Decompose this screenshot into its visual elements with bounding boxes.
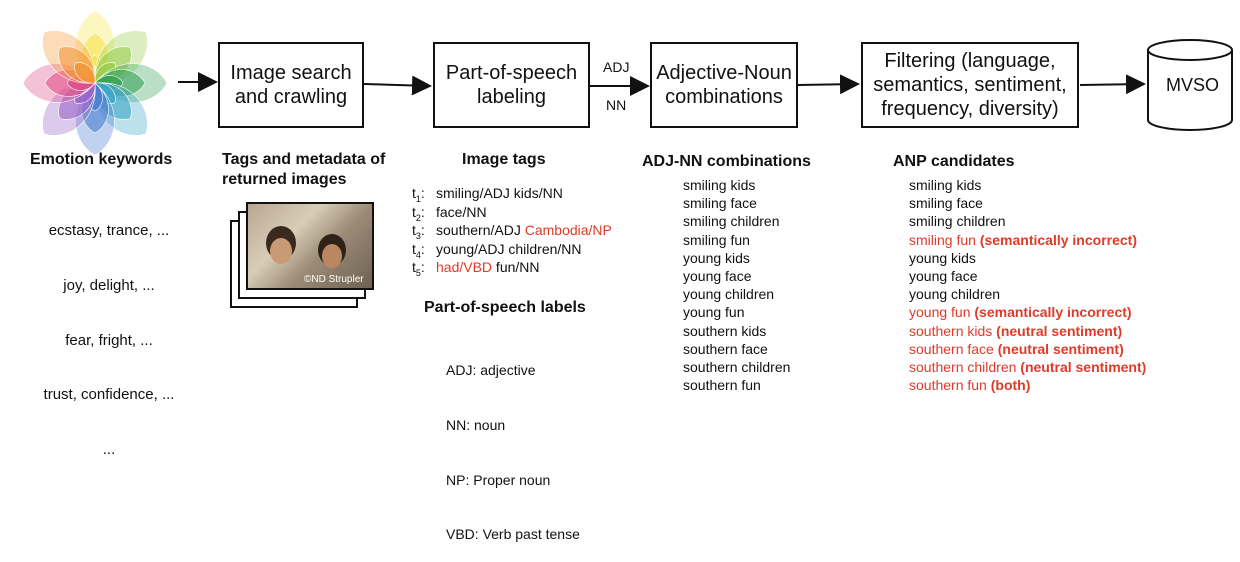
anp-list [909,176,1146,394]
adjective-noun-box: Adjective-Noun combinations [650,42,798,128]
anp-item: smiling face [909,195,983,212]
arrow-search-to-pos [364,84,430,86]
anp-reason: (neutral sentiment) [1020,359,1147,376]
tag-text: young/ADJ children/NN [436,240,582,257]
adjnn-item: young face [683,268,752,285]
tag-index: $t_1$: [412,185,425,204]
adjnn-item: southern face [683,340,768,357]
database-label: MVSO [1166,75,1220,95]
tag-index: $t_2$: [412,203,425,223]
anp-item: smiling fun (semantically incorrect) [909,231,1137,248]
tag-text: fun/NN [492,259,540,275]
returned-image-photo [246,202,374,290]
tag-index: $t_5$: [412,259,425,278]
anp-reason: (neutral sentiment) [996,322,1123,339]
adjnn-item: smiling children [683,213,780,230]
anp-item: smiling children [909,213,1006,230]
emotion-keywords-list [20,186,198,477]
anp-item: young kids [909,249,976,266]
anp-item: smiling kids [909,177,982,193]
anp-item: young face [909,268,978,285]
pos-label-item: NN: noun [446,417,506,434]
arrow-adj-label: ADJ [603,59,630,75]
emotion-keyword-line: trust, confidence, ... [43,386,175,404]
tag-index: $t_3$: [412,222,425,241]
arrow-nn-label: NN [606,97,627,113]
anp-item: southern fun (both) [909,377,1031,394]
image-search-box: Image search and crawling [218,42,364,128]
anp-item: young fun (semantically incorrect) [909,304,1132,321]
adjnn-item: southern fun [683,377,761,394]
pos-label-item: VBD: Verb past tense [446,526,580,543]
tag-text: smiling/ADJ kids/NN [436,185,563,201]
image-tags-heading: Image tags [462,151,546,168]
emotion-keyword-line: fear, fright, ... [65,331,153,349]
anp-reason: (both) [990,377,1031,394]
pos-labeling-box: Part-of-speech labeling [433,42,590,128]
image-tag-row [412,258,540,282]
pos-labels-heading: Part-of-speech labels [424,299,586,316]
arrow-filter-to-db [1080,84,1144,85]
pos-label-item: ADJ: adjective [446,362,536,379]
anp-reason: (semantically incorrect) [974,304,1132,321]
filtering-box: Filtering (language, semantics, sentiment, frequency, diversity) [861,42,1079,128]
pos-label-item: NP: Proper noun [446,471,551,488]
emotion-keyword-line: ecstasy, trance, ... [48,222,170,240]
tag-index: $t_4$: [412,240,425,260]
anp-item: young children [909,286,1001,303]
adjnn-item: smiling fun [683,231,750,248]
adjnn-item: young fun [683,304,745,321]
adjnn-item: smiling face [683,195,757,212]
adjnn-item: southern children [683,359,791,376]
anp-reason: (semantically incorrect) [979,231,1137,248]
photo-credit: ©ND Strupler [304,274,364,285]
anp-item: southern kids (neutral sentiment) [909,322,1123,339]
arrow-adjnn-to-filter [798,84,858,85]
tag-text: southern/ADJ [436,222,525,238]
adjnn-item: young kids [683,249,750,266]
emotion-keywords-heading: Emotion keywords [30,151,173,168]
anp-reason: (neutral sentiment) [997,340,1124,357]
tags-metadata-heading: Tags and metadata of returned images [222,151,386,188]
tag-highlight: had/VBD [436,259,493,275]
emotion-keyword-line: ... [102,440,116,458]
emotion-keyword-line: joy, delight, ... [63,277,155,295]
anp-item: southern children (neutral sentiment) [909,359,1147,376]
anp-item: southern face (neutral sentiment) [909,340,1124,357]
adjnn-list [683,176,790,394]
adjnn-item: smiling kids [683,177,756,193]
anp-heading: ANP candidates [893,153,1015,170]
adjnn-item: southern kids [683,322,767,339]
adjnn-item: young children [683,286,775,303]
adjnn-heading: ADJ-NN combinations [642,153,811,170]
pos-labels-list [446,325,580,562]
tag-highlight: Cambodia/NP [524,222,612,238]
tag-text: face/NN [436,203,487,220]
